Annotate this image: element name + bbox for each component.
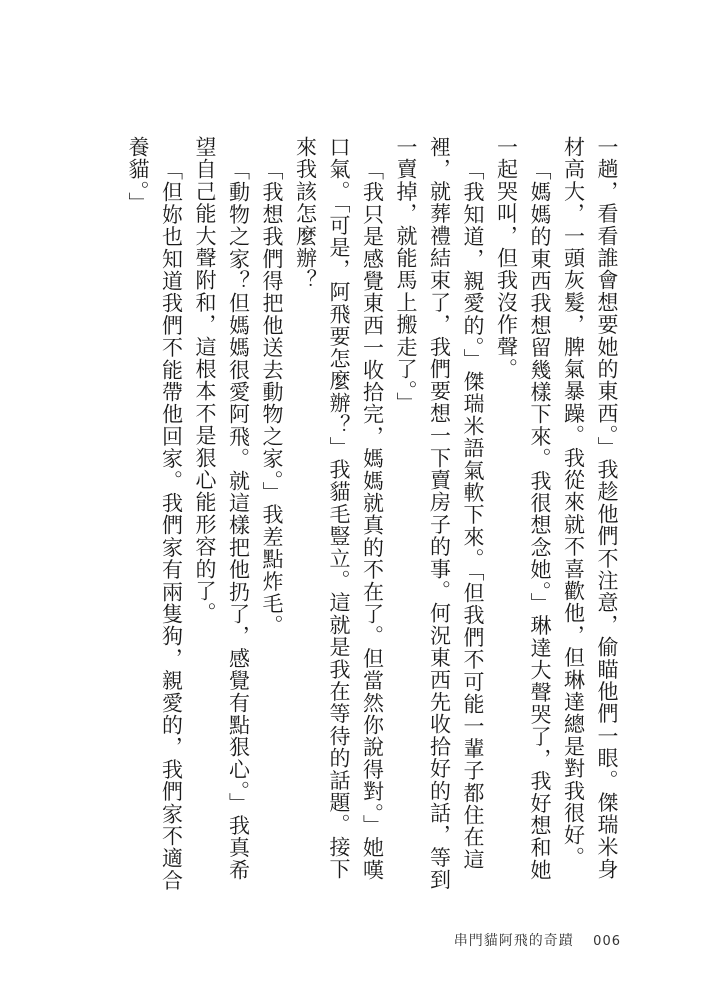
paragraph-1: 一趟，看看誰會想要她的東西。」我趁他們不注意，偷瞄他們一眼。傑瑞米身材高大，一頭灰髮，脾氣暴躁。我從來就不喜歡他，但琳達總是對我很好。 [561,136,619,881]
running-title: 串門貓阿飛的奇蹟 [453,933,574,949]
paragraph-2: 「媽媽的東西我想留幾樣下來。我很想念她。」琳達大聲哭了，我好想和她一起哭叫，但我沒作聲。 [494,136,552,882]
paragraph-3: 「我知道，親愛的。」傑瑞米語氣軟下來。「但我們不可能一輩子都住在這裡，就葬禮結束了，我們要想一下賣房子的事。何況東西先收拾好的話，等到一賣掉，就能馬上搬走了。」 [394,136,485,891]
paragraph-6: 「動物之家？但媽媽很愛阿飛。就這樣把他扔了，感覺有點狠心。」我真希望自己能大聲附和，這根本不是狠心能形容的了。 [193,136,251,882]
paragraph-7: 「但妳也知道我們不能帶他回家。我們家有兩隻狗，親愛的，我們家不適合養貓。」 [126,136,184,892]
paragraph-5: 「我想我們得把他送去動物之家。」我差點炸毛。 [260,159,284,637]
page-number: 006 [593,934,621,949]
page-footer [454,930,621,950]
paragraph-4: 「我只是感覺東西一收拾完，媽媽就真的不在了。但當然你說得對。」她嘆口氣。「可是，阿飛要怎麼辦？」我貓毛豎立。這就是我在等待的話題。接下來我該怎麼辦？ [293,136,385,882]
body-text [103,136,623,896]
